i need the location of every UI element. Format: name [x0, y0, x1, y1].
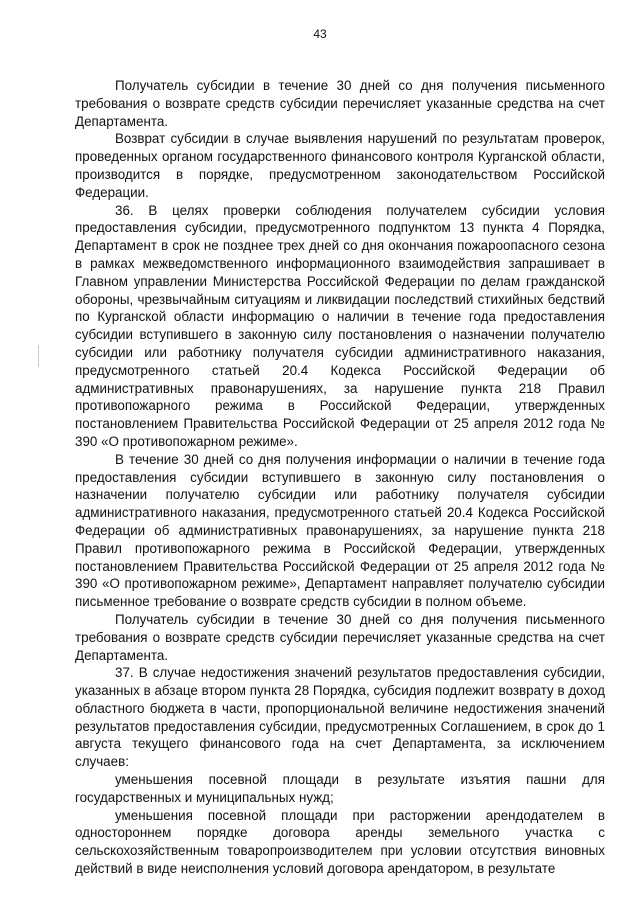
paragraph-exception-land-seizure: уменьшения посевной площади в результате изъятия пашни для государственных и муниципальных нужд;	[75, 772, 605, 805]
page-number: 43	[313, 27, 327, 41]
document-body	[75, 77, 605, 878]
paragraph-refund-requirement: В течение 30 дней со дня получения информации о наличии в течение года предоставления субсидии вступившего в законную силу постановления о назначении получателю субсидии или работнику получателя субсидии административного наказания, предусмотренного статьей 20.4 Кодекса Российской Федерации об административных правонарушениях, за нарушение пункта 218 Правил противопожарного режима в Российской Федерации, утвержденных постановлением Правительства Российской Федерации от 25 апреля 2012 года № 390 «О противопожарном режиме», Департамент направляет получателю субсидии письменное требование о возврате средств субсидии в полном объеме.	[75, 451, 605, 610]
margin-mark	[38, 345, 39, 367]
paragraph-exception-lease-termination: уменьшения посевной площади при расторжении арендодателем в одностороннем порядке договора аренды земельного участка с сельскохозяйственным товаропроизводителем при условии отсутствия виновных действий в виде неисполнения условий договора арендатором, в результате	[75, 807, 605, 877]
paragraph-refund-deadline-repeat: Получатель субсидии в течение 30 дней со дня получения письменного требования о возврате средств субсидии перечисляет указанные средства на счет Департамента.	[75, 611, 605, 663]
paragraph-item-36: 36. В целях проверки соблюдения получателем субсидии условия предоставления субсидии, предусмотренного подпунктом 13 пункта 4 Порядка, Департамент в срок не позднее трех дней со дня окончания пожароопасного сезона в рамках межведомственного информационного взаимодействия запрашивает в Главном управлении Министерства Российской Федерации по делам гражданской обороны, чрезвычайным ситуациям и ликвидации последствий стихийных бедствий по Курганской области информацию о наличии в течение года предоставления субсидии вступившего в законную силу постановления о назначении получателю субсидии или работнику получателя субсидии административного наказания, предусмотренного статьей 20.4 Кодекса Российской Федерации об административных правонарушениях, за нарушение пункта 218 Правил противопожарного режима в Российской Федерации, утвержденных постановлением Правительства Российской Федерации от 25 апреля 2012 года № 390 «О противопожарном режиме».	[75, 202, 605, 449]
paragraph-refund-deadline: Получатель субсидии в течение 30 дней со дня получения письменного требования о возврате средств субсидии перечисляет указанные средства на счет Департамента.	[75, 78, 605, 129]
paragraph-refund-violations: Возврат субсидии в случае выявления нарушений по результатам проверок, проведенных органом государственного финансового контроля Курганской области, производится в порядке, предусмотренном законодательством Российской Федерации.	[75, 131, 605, 200]
paragraph-item-37: 37. В случае недостижения значений результатов предоставления субсидии, указанных в абзаце втором пункта 28 Порядка, субсидия подлежит возврату в доход областного бюджета в части, пропорциональной величине недостижения значений результатов предоставления субсидии, предусмотренных Соглашением, в срок до 1 августа текущего финансового года на счет Департамента, за исключением случаев:	[75, 665, 605, 770]
